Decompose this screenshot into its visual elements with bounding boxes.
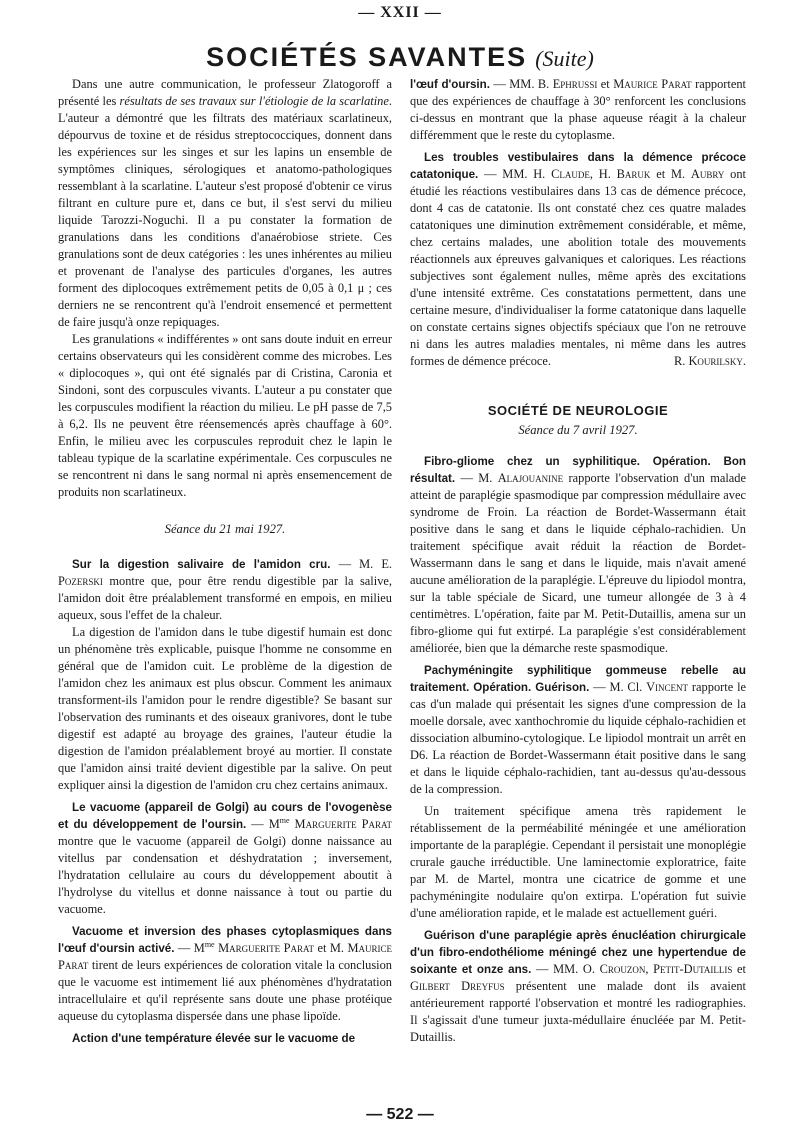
seance-heading: Séance du 7 avril 1927. xyxy=(518,423,638,437)
communication-title: Vacuome et inversion des phases cytoplasmiques dans l'œuf d'oursin activé. xyxy=(58,925,392,955)
left-column xyxy=(58,76,392,1047)
title-suite: (Suite) xyxy=(535,46,594,71)
page-number: — 522 — xyxy=(366,1106,434,1123)
seance-heading: Séance du 21 mai 1927. xyxy=(164,522,286,536)
title-main: SOCIÉTÉS SAVANTES xyxy=(206,42,528,72)
communication-title: Les troubles vestibulaires dans la démence précoce catatonique. xyxy=(410,151,746,181)
paragraph: Vacuome et inversion des phases cytoplasmiques dans l'œuf d'oursin activé. — $M^{me}$ Marguerite Parat et M. Maurice Parat tirent de leurs expériences de coloration vitale la conclusion que le vacuome est intimement lié aux phénomènes d'hydratation intracellulaire et qu'il représente sans doute une phase protéique aqueuse du cytoplasma dispersée dans une phase lipoïde. xyxy=(58,925,392,1023)
communication-title: Pachyméningite syphilitique gommeuse rebelle au traitement. Opération. Guérison. xyxy=(410,664,746,694)
paragraph: Fibro-gliome chez un syphilitique. Opération. Bon résultat. — M. Alajouanine rapporte l'observation d'un malade atteint de paraplégie spasmodique par compression médullaire avec syndrome de Froin. La réaction de Bordet-Wassermann était positive dans le sang et dans le liquide céphalo-rachidien. Un traitement spécifique avait réduit la réaction de Bordet-Wassermann dans le sang et dans le liquide, mais n'avait amené aucune amélioration de la paraplégie. L'épreuve du lipiodol montra, sur la table spéciale de Sicard, une tumeur allongée de 3 à 4 centimètres. L'opération, faite par M. Petit-Dutaillis, amena sur un fibro-gliome qui fut extirpé. La paraplégie s'est considérablement améliorée, bien que la démarche reste spasmodique. xyxy=(410,455,746,655)
page-roman-numeral: — XXII — xyxy=(358,4,442,21)
page-title xyxy=(0,42,800,73)
communication-title: Action d'une température élevée sur le vacuome de xyxy=(72,1032,356,1045)
paragraph: Les troubles vestibulaires dans la démence précoce catatonique. — MM. H. Claude, H. Baruk et M. Aubry ont étudié les réactions vestibulaires dans 13 cas de démence précoce, dont 4 cas de catatonie. Ils ont constaté chez ces quatre malades catatoniques une diminution extrêmement considérable, et même, chez certains malades, une abolition totale des mouvements réactionnels aux épreuves galvaniques et caloriques. Les réactions subjectives sont également nulles, même après des excitations d'une intensité extrême. Ces constatations permettent, dans une certaine mesure, d'individualiser la forme catatonique dans laquelle on constate certains signes objectifs spéciaux que l'on ne retrouve ni dans les autres maladies mentales, ni même dans les autres formes de démence précoce. R. Kourilsky. xyxy=(410,151,746,368)
communication-title: Guérison d'une paraplégie après énucléation chirurgicale d'un fibro-endothéliome méningé chez une hypertendue de soixante et onze ans. xyxy=(410,929,746,976)
paragraph: Pachyméningite syphilitique gommeuse rebelle au traitement. Opération. Guérison. — M. Cl. Vincent rapporte le cas d'un malade qui présentait les signes d'une compression de la moelle dorsale, avec xanthochromie du liquide céphalo-rachidien et dissociation albumino-cytologique. Le lipiodol montrait un arrêt en D6. La réaction de Bordet-Wassermann était positive dans le sang et dans le liquide céphalo-rachidien, tant au-dessus qu'au-dessous de la compression. xyxy=(410,664,747,796)
paragraph: Un traitement spécifique amena très rapidement le rétablissement de la perméabilité méningée et une amélioration importante de la paraplégie. Cependant il persistait une monoplégie crurale gauche irréductible. Une laminectomie exploratrice, faite par M. de Martel, montra une cicatrice de gomme et une pachyméningite nodulaire qu'on extirpa. L'opération fut suivie d'une amélioration rapide, et le malade est actuellement guéri. xyxy=(410,804,746,920)
paragraph: La digestion de l'amidon dans le tube digestif humain est donc un phénomène très explicable, puisque l'homme ne consomme en général que de l'amidon cuit. Le problème de la digestion de l'amidon chez les animaux est plus obscur. Comment les animaux transforment-ils l'amidon pour le rendre digestible? Se basant sur l'observation des ruminants et des oiseaux granivores, dont le tube digestif est adapté au broyage des graines, l'auteur étudie la digestion de l'amidon préalablement broyé au mortier. Il constate que l'amidon ainsi traité devient digestible par la salive. On peut expliquer ainsi la digestion de l'amidon cru chez certains animaux. xyxy=(58,625,392,792)
paragraph: Les granulations « indifférentes » ont sans doute induit en erreur certains observateurs qui les considèrent comme des microbes. Les « diplocoques », qui ont été signalés par di Cristina, Caronia et Sindoni, sont des corpuscules vivants. L'auteur a pu constater que les corpuscules modifient la réaction du milieu. Le pH passe de 7,5 à 6,2. Ils ne peuvent être réensemencés après chauffage à 60°. Enfin, le milieu avec les corpuscules reproduit chez le lapin le tableau typique de la scarlatine expérimentale. Ces corpuscules ne se rencontrent ni dans le sang normal ni après ensemencement de produits non scarlatineux. xyxy=(58,332,392,499)
communication-title: Le vacuome (appareil de Golgi) au cours de l'ovogenèse et du développement de l'oursin. xyxy=(58,801,392,831)
section-heading: SOCIÉTÉ DE NEUROLOGIE xyxy=(487,403,669,418)
communication-title: l'œuf d'oursin. xyxy=(410,78,490,91)
signature: R. Kourilsky. xyxy=(673,354,746,368)
communication-title: Fibro-gliome chez un syphilitique. Opération. Bon résultat. xyxy=(410,455,746,485)
right-column xyxy=(410,76,746,1046)
communication-title: Sur la digestion salivaire de l'amidon cru. xyxy=(72,558,331,571)
paragraph: Guérison d'une paraplégie après énucléation chirurgicale d'un fibro-endothéliome méningé chez une hypertendue de soixante et onze ans. — MM. O. Crouzon, Petit-Dutaillis et Gilbert Dreyfus présentent une malade dont ils avaient antérieurement rapporté l'observation et montré les radiographies. Il s'agissait d'une tumeur juxta-médullaire énucléée par M. Petit-Dutaillis. xyxy=(410,929,747,1044)
paragraph: Le vacuome (appareil de Golgi) au cours de l'ovogenèse et du développement de l'oursin. — $M^{me}$ Marguerite Parat montre que le vacuome (appareil de Golgi) donne naissance au vitellus par condensation et déshydratation ; inversement, l'hydratation cellulaire au cours du développement aboutit à l'hydrolyse du vitellus et donne naissance à tout ou partie du vacuome. xyxy=(58,801,392,916)
paragraph: Dans une autre communication, le professeur Zlatogoroff a présenté les résultats de ses travaux sur l'étiologie de la scarlatine. L'auteur a démontré que les filtrats des matériaux scarlatineux, dépourvus de toxine et de résidus streptococciques, donnent dans les expériences sur les singes et sur les lapins un ensemble de symptômes cliniques, sérologiques et anatomo-pathologiques ressemblant à la scarlatine. L'auteur s'est proposé d'obtenir ce virus filtrant en culture pure et, dans ce but, il s'est servi du milieu liquide Tarozzi-Noguchi. Il a pu constater la formation de granulations dans les conditions d'anaérobiose striete. Ces granulations sont de deux catégories : les unes inhérentes au milieu et provenant de l'analyse des particules d'organes, les autres forment des diplocoques extrêmement petits de 0,05 à 0,1 μ ; ces derniers ne se rencontrent qu'à l'endroit ensemencé et permettent de faire jusqu'à onze repiquages. xyxy=(58,77,392,329)
paragraph xyxy=(58,1030,392,1047)
paragraph: l'œuf d'oursin. — MM. B. Ephrussi et Maurice Parat rapportent que des expériences de chauffage à 30° renforcent les conclusions ci-dessus en montrant que la phase aqueuse réagit à la chaleur différemment que le reste du cytoplasme. xyxy=(410,77,746,142)
paragraph: Sur la digestion salivaire de l'amidon cru. — M. E. Pozerski montre que, pour être rendu digestible par la salive, l'amidon doit être préalablement transformé en empois, en milieu aqueux, sous l'effet de la chaleur. xyxy=(58,557,392,622)
